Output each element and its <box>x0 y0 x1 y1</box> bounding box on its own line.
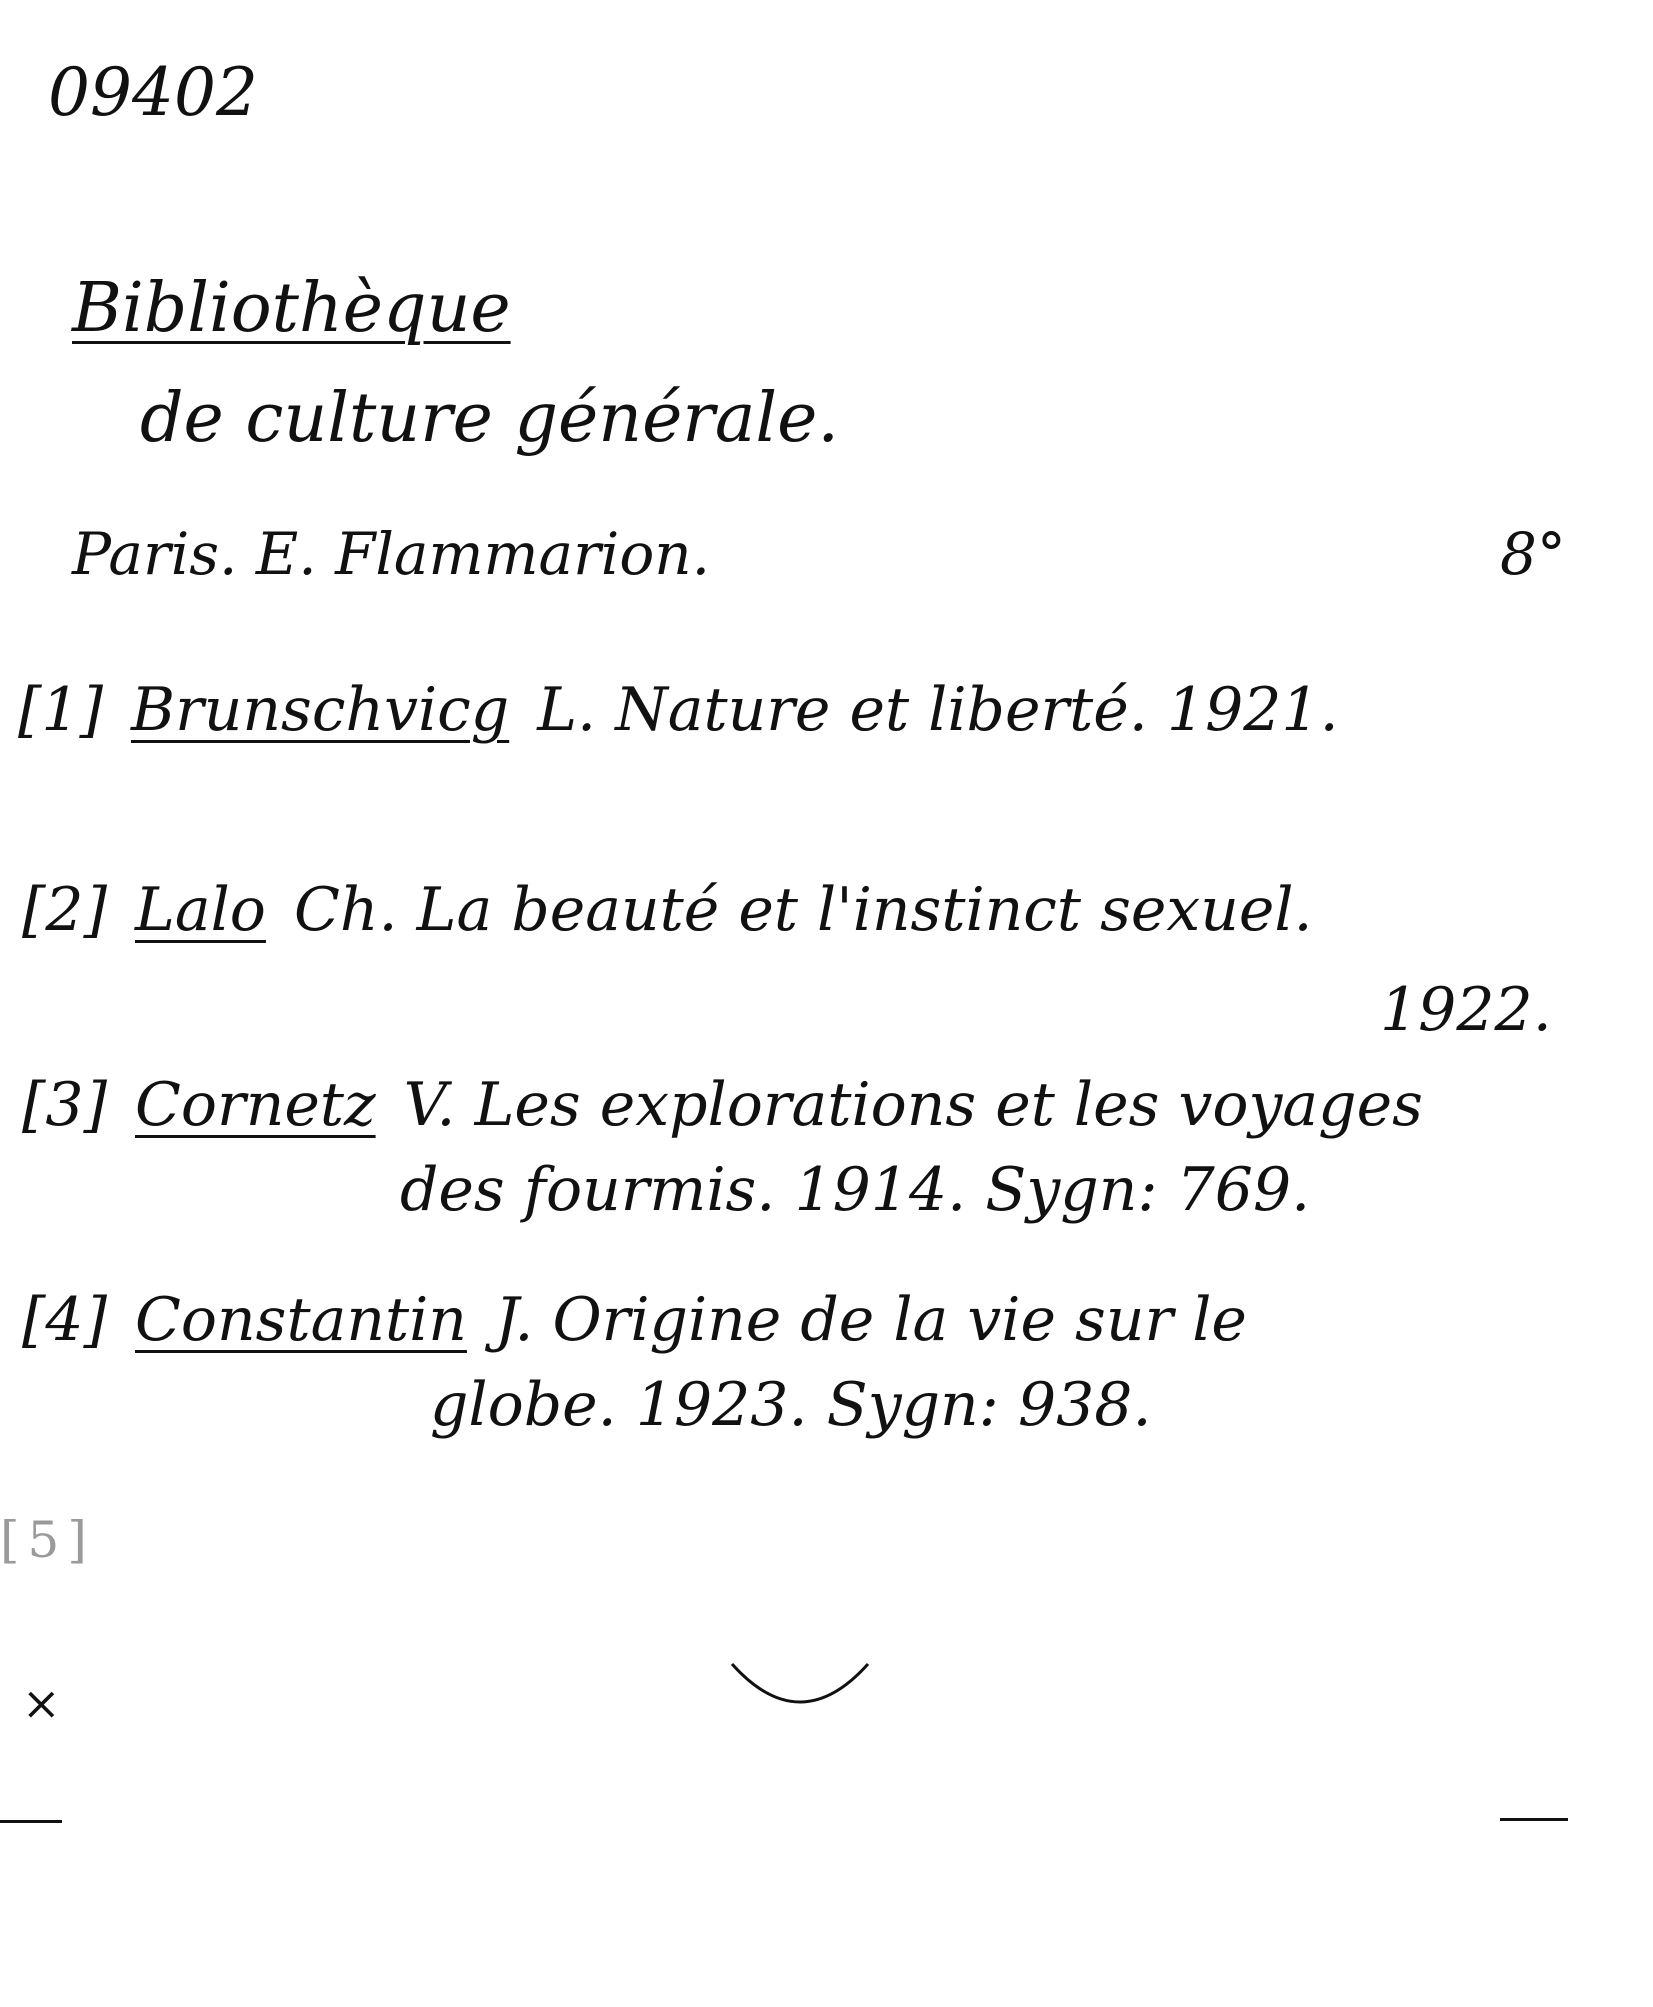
faded-stamp: [5] <box>0 1511 95 1569</box>
series-title-line2: de culture générale. <box>140 379 839 458</box>
format-size: 8° <box>1500 520 1566 588</box>
entry-4-continuation: globe. 1923. Sygn: 938. <box>430 1370 1152 1440</box>
entry-title: V. Les explorations et les voyages <box>403 1070 1423 1140</box>
call-number: 09402 <box>48 54 258 131</box>
entry-author: Cornetz <box>135 1070 376 1140</box>
cross-mark: × <box>22 1676 61 1730</box>
entry-number: [3] <box>22 1070 107 1140</box>
arc-mark <box>730 1660 870 1720</box>
edge-rule-left <box>0 1820 62 1823</box>
edge-rule-right <box>1500 1818 1568 1821</box>
entry-author: Lalo <box>135 875 266 945</box>
entry-4 <box>22 1285 1247 1355</box>
entry-title: L. Nature et liberté. 1921. <box>537 675 1339 745</box>
entry-3 <box>22 1070 1423 1140</box>
entry-author: Brunschvicg <box>131 675 510 745</box>
entry-title: J. Origine de la vie sur le <box>494 1285 1247 1355</box>
entry-number: [4] <box>22 1285 107 1355</box>
entry-title: Ch. La beauté et l'instinct sexuel. <box>293 875 1313 945</box>
entry-1 <box>18 675 1339 745</box>
entry-author: Constantin <box>135 1285 467 1355</box>
entry-number: [1] <box>18 675 103 745</box>
entry-2-continuation: 1922. <box>1380 975 1552 1045</box>
imprint: Paris. E. Flammarion. <box>72 520 711 588</box>
entry-2 <box>22 875 1313 945</box>
entry-3-continuation: des fourmis. 1914. Sygn: 769. <box>400 1155 1311 1225</box>
series-title-line1: Bibliothèque <box>72 269 511 348</box>
entry-number: [2] <box>22 875 107 945</box>
